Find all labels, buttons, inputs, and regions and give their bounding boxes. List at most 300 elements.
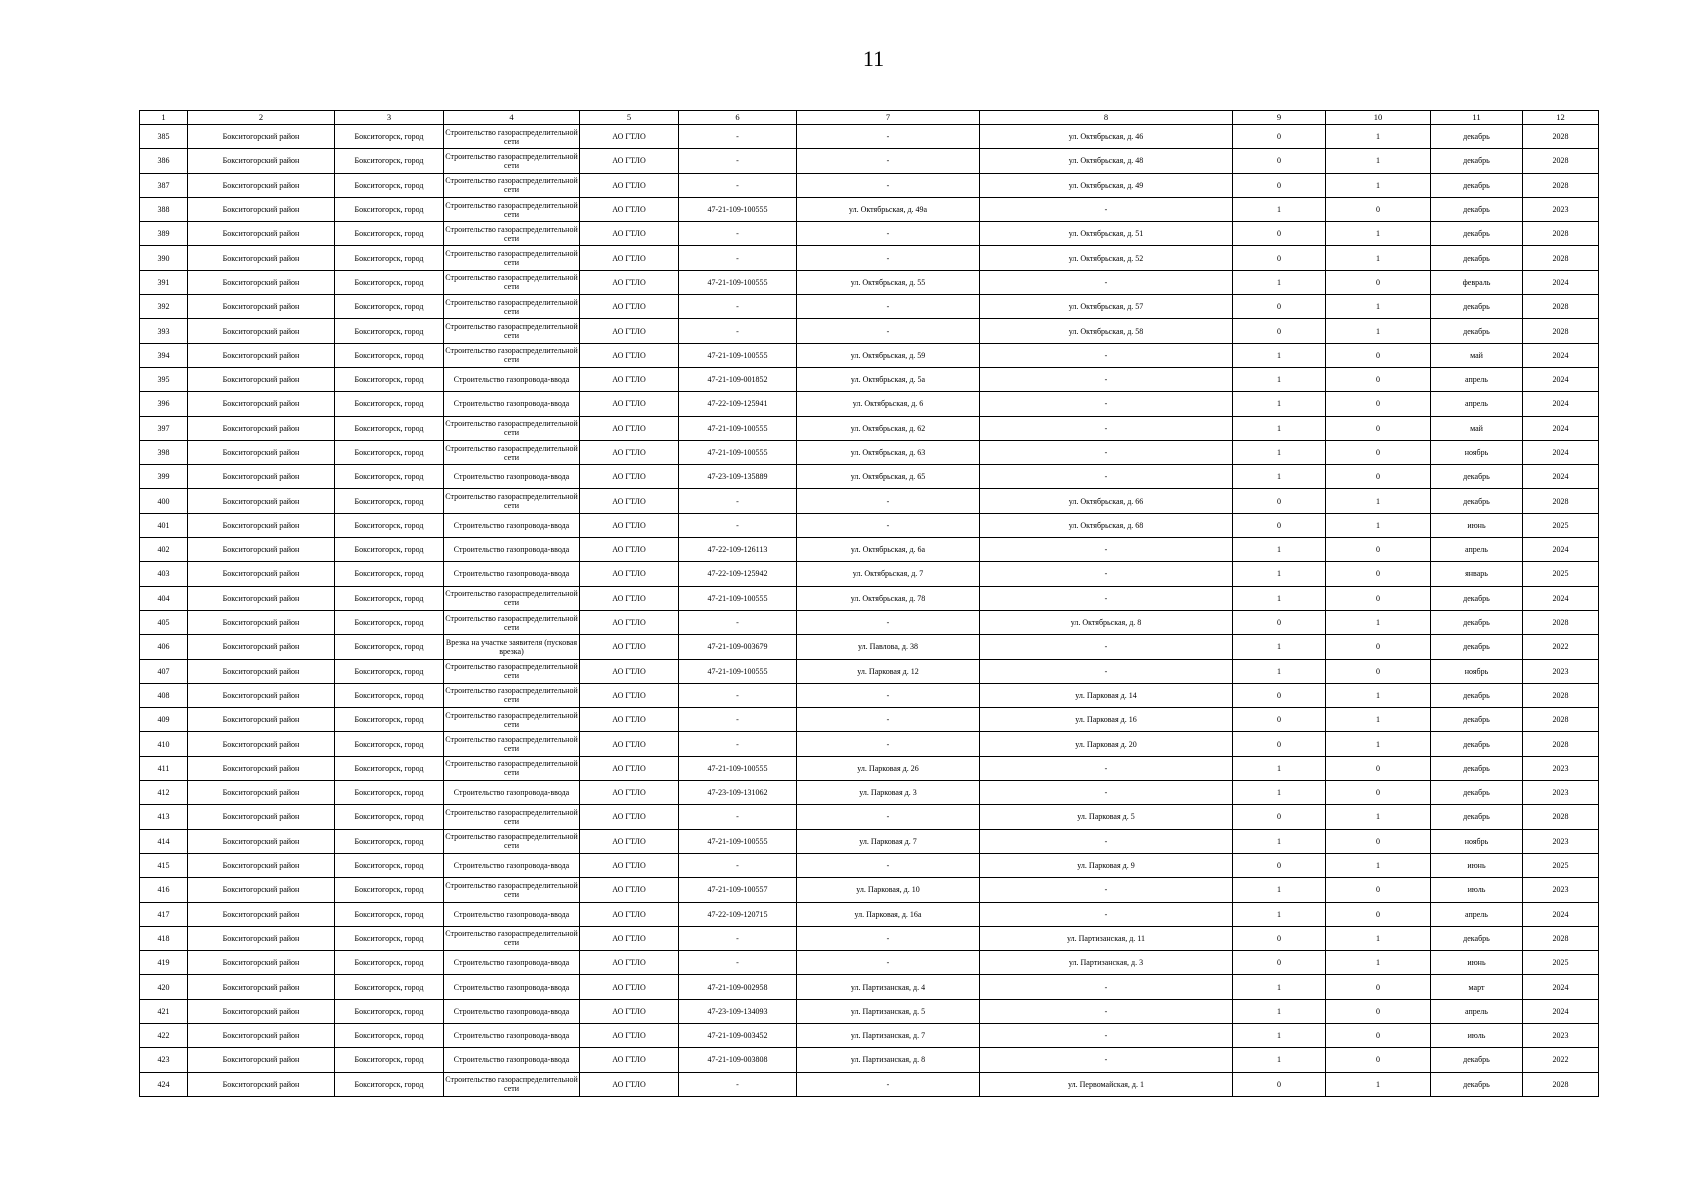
cell-value-10: 1 bbox=[1326, 683, 1431, 707]
cell-organization: АО ГТЛО bbox=[580, 902, 679, 926]
cell-work-type: Строительство газораспределительной сети bbox=[444, 197, 580, 221]
cell-object-address: - bbox=[797, 489, 980, 513]
cell-row-number: 405 bbox=[140, 610, 188, 634]
column-header-6: 6 bbox=[679, 111, 797, 125]
cell-value-10: 1 bbox=[1326, 805, 1431, 829]
cell-organization: АО ГТЛО bbox=[580, 829, 679, 853]
cell-network-address: - bbox=[980, 538, 1233, 562]
cell-network-address: ул. Октябрьская, д. 46 bbox=[980, 125, 1233, 149]
cell-value-9: 1 bbox=[1233, 1023, 1326, 1047]
cell-month: декабрь bbox=[1431, 295, 1523, 319]
cell-value-10: 1 bbox=[1326, 246, 1431, 270]
cell-district: Бокситогорский район bbox=[188, 708, 335, 732]
cell-organization: АО ГТЛО bbox=[580, 610, 679, 634]
table-row bbox=[140, 756, 1599, 780]
cell-row-number: 393 bbox=[140, 319, 188, 343]
cell-object-address: ул. Октябрьская, д. 62 bbox=[797, 416, 980, 440]
cell-year: 2028 bbox=[1523, 149, 1599, 173]
cell-object-address: ул. Октябрьская, д. 7 bbox=[797, 562, 980, 586]
cell-work-type: Строительство газораспределительной сети bbox=[444, 586, 580, 610]
cell-month: декабрь bbox=[1431, 173, 1523, 197]
cell-value-10: 0 bbox=[1326, 562, 1431, 586]
cell-object-address: - bbox=[797, 246, 980, 270]
cell-year: 2028 bbox=[1523, 319, 1599, 343]
cell-organization: АО ГТЛО bbox=[580, 416, 679, 440]
cell-cadastral-number: - bbox=[679, 805, 797, 829]
cell-row-number: 394 bbox=[140, 343, 188, 367]
cell-organization: АО ГТЛО bbox=[580, 853, 679, 877]
table-row bbox=[140, 343, 1599, 367]
cell-district: Бокситогорский район bbox=[188, 683, 335, 707]
cell-district: Бокситогорский район bbox=[188, 659, 335, 683]
cell-value-9: 1 bbox=[1233, 416, 1326, 440]
cell-month: декабрь bbox=[1431, 465, 1523, 489]
cell-value-10: 1 bbox=[1326, 926, 1431, 950]
cell-work-type: Строительство газопровода-ввода bbox=[444, 902, 580, 926]
cell-network-address: - bbox=[980, 440, 1233, 464]
cell-year: 2028 bbox=[1523, 683, 1599, 707]
cell-value-9: 1 bbox=[1233, 270, 1326, 294]
cell-district: Бокситогорский район bbox=[188, 538, 335, 562]
cell-organization: АО ГТЛО bbox=[580, 343, 679, 367]
cell-work-type: Строительство газопровода-ввода bbox=[444, 392, 580, 416]
cell-object-address: - bbox=[797, 319, 980, 343]
cell-network-address: - bbox=[980, 829, 1233, 853]
cell-district: Бокситогорский район bbox=[188, 926, 335, 950]
table-row bbox=[140, 853, 1599, 877]
cell-month: декабрь bbox=[1431, 610, 1523, 634]
cell-month: декабрь bbox=[1431, 125, 1523, 149]
column-header-4: 4 bbox=[444, 111, 580, 125]
cell-settlement: Бокситогорск, город bbox=[335, 319, 444, 343]
cell-network-address: ул. Октябрьская, д. 68 bbox=[980, 513, 1233, 537]
cell-year: 2022 bbox=[1523, 635, 1599, 659]
cell-work-type: Строительство газопровода-ввода bbox=[444, 538, 580, 562]
cell-district: Бокситогорский район bbox=[188, 781, 335, 805]
cell-year: 2025 bbox=[1523, 951, 1599, 975]
cell-year: 2028 bbox=[1523, 222, 1599, 246]
cell-month: декабрь bbox=[1431, 319, 1523, 343]
cell-month: декабрь bbox=[1431, 781, 1523, 805]
cell-work-type: Строительство газопровода-ввода bbox=[444, 999, 580, 1023]
cell-value-9: 1 bbox=[1233, 902, 1326, 926]
cell-month: декабрь bbox=[1431, 1072, 1523, 1096]
cell-organization: АО ГТЛО bbox=[580, 781, 679, 805]
cell-month: декабрь bbox=[1431, 683, 1523, 707]
cell-cadastral-number: 47-22-109-126113 bbox=[679, 538, 797, 562]
cell-object-address: ул. Павлова, д. 38 bbox=[797, 635, 980, 659]
cell-month: май bbox=[1431, 343, 1523, 367]
cell-object-address: ул. Парковая, д. 10 bbox=[797, 878, 980, 902]
cell-network-address: - bbox=[980, 878, 1233, 902]
gasification-table bbox=[139, 110, 1599, 1097]
cell-district: Бокситогорский район bbox=[188, 222, 335, 246]
cell-year: 2028 bbox=[1523, 173, 1599, 197]
cell-row-number: 407 bbox=[140, 659, 188, 683]
cell-work-type: Строительство газораспределительной сети bbox=[444, 1072, 580, 1096]
cell-year: 2025 bbox=[1523, 562, 1599, 586]
table-row bbox=[140, 732, 1599, 756]
cell-work-type: Строительство газораспределительной сети bbox=[444, 173, 580, 197]
cell-row-number: 387 bbox=[140, 173, 188, 197]
cell-district: Бокситогорский район bbox=[188, 975, 335, 999]
cell-row-number: 417 bbox=[140, 902, 188, 926]
cell-value-9: 0 bbox=[1233, 732, 1326, 756]
cell-organization: АО ГТЛО bbox=[580, 367, 679, 391]
cell-cadastral-number: 47-22-109-120715 bbox=[679, 902, 797, 926]
cell-network-address: ул. Парковая д. 14 bbox=[980, 683, 1233, 707]
cell-organization: АО ГТЛО bbox=[580, 586, 679, 610]
cell-cadastral-number: 47-21-109-100555 bbox=[679, 416, 797, 440]
column-header-7: 7 bbox=[797, 111, 980, 125]
cell-district: Бокситогорский район bbox=[188, 246, 335, 270]
cell-settlement: Бокситогорск, город bbox=[335, 1048, 444, 1072]
cell-cadastral-number: - bbox=[679, 149, 797, 173]
cell-district: Бокситогорский район bbox=[188, 829, 335, 853]
cell-value-9: 0 bbox=[1233, 173, 1326, 197]
cell-year: 2028 bbox=[1523, 926, 1599, 950]
cell-network-address: ул. Октябрьская, д. 49 bbox=[980, 173, 1233, 197]
cell-year: 2023 bbox=[1523, 756, 1599, 780]
cell-cadastral-number: 47-23-109-134093 bbox=[679, 999, 797, 1023]
cell-month: ноябрь bbox=[1431, 829, 1523, 853]
cell-cadastral-number: - bbox=[679, 951, 797, 975]
cell-organization: АО ГТЛО bbox=[580, 125, 679, 149]
cell-value-10: 0 bbox=[1326, 999, 1431, 1023]
cell-network-address: ул. Партизанская, д. 3 bbox=[980, 951, 1233, 975]
cell-value-10: 0 bbox=[1326, 343, 1431, 367]
table-row bbox=[140, 295, 1599, 319]
cell-value-9: 0 bbox=[1233, 683, 1326, 707]
table-row bbox=[140, 222, 1599, 246]
cell-value-10: 0 bbox=[1326, 659, 1431, 683]
cell-month: декабрь bbox=[1431, 586, 1523, 610]
cell-value-10: 0 bbox=[1326, 1048, 1431, 1072]
cell-district: Бокситогорский район bbox=[188, 805, 335, 829]
cell-cadastral-number: 47-22-109-125942 bbox=[679, 562, 797, 586]
cell-organization: АО ГТЛО bbox=[580, 197, 679, 221]
cell-network-address: - bbox=[980, 1023, 1233, 1047]
cell-year: 2028 bbox=[1523, 805, 1599, 829]
cell-value-10: 0 bbox=[1326, 1023, 1431, 1047]
cell-object-address: - bbox=[797, 610, 980, 634]
table-row bbox=[140, 149, 1599, 173]
cell-row-number: 400 bbox=[140, 489, 188, 513]
cell-settlement: Бокситогорск, город bbox=[335, 513, 444, 537]
cell-network-address: - bbox=[980, 343, 1233, 367]
table-row bbox=[140, 586, 1599, 610]
cell-value-9: 1 bbox=[1233, 829, 1326, 853]
cell-month: декабрь bbox=[1431, 246, 1523, 270]
cell-month: декабрь bbox=[1431, 222, 1523, 246]
cell-value-9: 1 bbox=[1233, 197, 1326, 221]
cell-year: 2024 bbox=[1523, 270, 1599, 294]
cell-settlement: Бокситогорск, город bbox=[335, 610, 444, 634]
cell-value-10: 1 bbox=[1326, 295, 1431, 319]
cell-row-number: 396 bbox=[140, 392, 188, 416]
cell-value-9: 1 bbox=[1233, 367, 1326, 391]
cell-value-9: 0 bbox=[1233, 610, 1326, 634]
cell-settlement: Бокситогорск, город bbox=[335, 246, 444, 270]
cell-cadastral-number: - bbox=[679, 173, 797, 197]
cell-month: декабрь bbox=[1431, 1048, 1523, 1072]
cell-work-type: Строительство газопровода-ввода bbox=[444, 465, 580, 489]
cell-work-type: Строительство газораспределительной сети bbox=[444, 295, 580, 319]
table-row bbox=[140, 635, 1599, 659]
table-row bbox=[140, 951, 1599, 975]
column-header-10: 10 bbox=[1326, 111, 1431, 125]
cell-work-type: Строительство газораспределительной сети bbox=[444, 489, 580, 513]
cell-settlement: Бокситогорск, город bbox=[335, 416, 444, 440]
cell-cadastral-number: - bbox=[679, 222, 797, 246]
cell-cadastral-number: 47-23-109-131062 bbox=[679, 781, 797, 805]
cell-value-9: 1 bbox=[1233, 343, 1326, 367]
cell-settlement: Бокситогорск, город bbox=[335, 683, 444, 707]
cell-work-type: Строительство газораспределительной сети bbox=[444, 732, 580, 756]
cell-settlement: Бокситогорск, город bbox=[335, 562, 444, 586]
cell-value-10: 0 bbox=[1326, 635, 1431, 659]
cell-settlement: Бокситогорск, город bbox=[335, 902, 444, 926]
cell-value-10: 0 bbox=[1326, 902, 1431, 926]
cell-network-address: - bbox=[980, 392, 1233, 416]
cell-work-type: Строительство газопровода-ввода bbox=[444, 562, 580, 586]
cell-value-10: 0 bbox=[1326, 756, 1431, 780]
table-row bbox=[140, 513, 1599, 537]
cell-value-10: 0 bbox=[1326, 416, 1431, 440]
cell-row-number: 411 bbox=[140, 756, 188, 780]
cell-organization: АО ГТЛО bbox=[580, 1023, 679, 1047]
table-row bbox=[140, 805, 1599, 829]
cell-value-9: 0 bbox=[1233, 125, 1326, 149]
page-number: 11 bbox=[862, 46, 885, 71]
cell-settlement: Бокситогорск, город bbox=[335, 829, 444, 853]
cell-object-address: ул. Партизанская, д. 5 bbox=[797, 999, 980, 1023]
cell-work-type: Строительство газопровода-ввода bbox=[444, 1048, 580, 1072]
cell-district: Бокситогорский район bbox=[188, 125, 335, 149]
cell-value-9: 0 bbox=[1233, 319, 1326, 343]
cell-organization: АО ГТЛО bbox=[580, 1072, 679, 1096]
cell-district: Бокситогорский район bbox=[188, 440, 335, 464]
cell-value-10: 1 bbox=[1326, 1072, 1431, 1096]
cell-organization: АО ГТЛО bbox=[580, 1048, 679, 1072]
cell-work-type: Строительство газораспределительной сети bbox=[444, 319, 580, 343]
cell-year: 2028 bbox=[1523, 708, 1599, 732]
cell-district: Бокситогорский район bbox=[188, 343, 335, 367]
cell-organization: АО ГТЛО bbox=[580, 295, 679, 319]
cell-cadastral-number: 47-21-109-002958 bbox=[679, 975, 797, 999]
cell-work-type: Строительство газораспределительной сети bbox=[444, 878, 580, 902]
cell-district: Бокситогорский район bbox=[188, 465, 335, 489]
cell-value-10: 0 bbox=[1326, 538, 1431, 562]
cell-cadastral-number: - bbox=[679, 489, 797, 513]
cell-settlement: Бокситогорск, город bbox=[335, 465, 444, 489]
cell-work-type: Строительство газораспределительной сети bbox=[444, 440, 580, 464]
cell-value-10: 0 bbox=[1326, 367, 1431, 391]
cell-object-address: ул. Парковая д. 3 bbox=[797, 781, 980, 805]
cell-month: декабрь bbox=[1431, 708, 1523, 732]
cell-value-9: 0 bbox=[1233, 222, 1326, 246]
cell-year: 2028 bbox=[1523, 489, 1599, 513]
cell-network-address: - bbox=[980, 756, 1233, 780]
cell-year: 2023 bbox=[1523, 781, 1599, 805]
cell-network-address: - bbox=[980, 465, 1233, 489]
cell-settlement: Бокситогорск, город bbox=[335, 781, 444, 805]
cell-organization: АО ГТЛО bbox=[580, 222, 679, 246]
cell-value-9: 1 bbox=[1233, 635, 1326, 659]
table-row bbox=[140, 125, 1599, 149]
cell-network-address: - bbox=[980, 416, 1233, 440]
cell-cadastral-number: - bbox=[679, 926, 797, 950]
cell-month: декабрь bbox=[1431, 149, 1523, 173]
cell-object-address: - bbox=[797, 1072, 980, 1096]
cell-value-9: 0 bbox=[1233, 513, 1326, 537]
cell-row-number: 418 bbox=[140, 926, 188, 950]
table-row bbox=[140, 319, 1599, 343]
table-row bbox=[140, 902, 1599, 926]
table-row bbox=[140, 975, 1599, 999]
cell-settlement: Бокситогорск, город bbox=[335, 853, 444, 877]
cell-year: 2024 bbox=[1523, 343, 1599, 367]
cell-month: февраль bbox=[1431, 270, 1523, 294]
cell-year: 2028 bbox=[1523, 246, 1599, 270]
cell-settlement: Бокситогорск, город bbox=[335, 975, 444, 999]
cell-settlement: Бокситогорск, город bbox=[335, 708, 444, 732]
cell-cadastral-number: 47-21-109-003679 bbox=[679, 635, 797, 659]
cell-cadastral-number: 47-21-109-100555 bbox=[679, 829, 797, 853]
cell-object-address: - bbox=[797, 732, 980, 756]
cell-year: 2024 bbox=[1523, 538, 1599, 562]
cell-district: Бокситогорский район bbox=[188, 586, 335, 610]
cell-object-address: ул. Октябрьская, д. 65 bbox=[797, 465, 980, 489]
cell-organization: АО ГТЛО bbox=[580, 951, 679, 975]
cell-network-address: ул. Октябрьская, д. 58 bbox=[980, 319, 1233, 343]
cell-row-number: 421 bbox=[140, 999, 188, 1023]
cell-district: Бокситогорский район bbox=[188, 173, 335, 197]
cell-row-number: 395 bbox=[140, 367, 188, 391]
cell-value-10: 1 bbox=[1326, 489, 1431, 513]
cell-district: Бокситогорский район bbox=[188, 1023, 335, 1047]
cell-row-number: 410 bbox=[140, 732, 188, 756]
cell-value-9: 1 bbox=[1233, 586, 1326, 610]
cell-value-9: 1 bbox=[1233, 756, 1326, 780]
cell-district: Бокситогорский район bbox=[188, 1072, 335, 1096]
cell-settlement: Бокситогорск, город bbox=[335, 125, 444, 149]
header-row bbox=[140, 111, 1599, 125]
cell-month: июль bbox=[1431, 1023, 1523, 1047]
cell-cadastral-number: 47-21-109-003452 bbox=[679, 1023, 797, 1047]
table-row bbox=[140, 683, 1599, 707]
cell-value-9: 1 bbox=[1233, 878, 1326, 902]
cell-network-address: - bbox=[980, 586, 1233, 610]
cell-month: ноябрь bbox=[1431, 440, 1523, 464]
cell-organization: АО ГТЛО bbox=[580, 926, 679, 950]
cell-value-10: 1 bbox=[1326, 222, 1431, 246]
cell-district: Бокситогорский район bbox=[188, 853, 335, 877]
cell-network-address: ул. Октябрьская, д. 66 bbox=[980, 489, 1233, 513]
cell-settlement: Бокситогорск, город bbox=[335, 440, 444, 464]
cell-object-address: - bbox=[797, 149, 980, 173]
cell-year: 2024 bbox=[1523, 465, 1599, 489]
cell-organization: АО ГТЛО bbox=[580, 270, 679, 294]
cell-year: 2025 bbox=[1523, 513, 1599, 537]
cell-object-address: ул. Партизанская, д. 7 bbox=[797, 1023, 980, 1047]
table-row bbox=[140, 489, 1599, 513]
cell-row-number: 389 bbox=[140, 222, 188, 246]
cell-value-10: 1 bbox=[1326, 853, 1431, 877]
cell-work-type: Строительство газораспределительной сети bbox=[444, 343, 580, 367]
column-header-12: 12 bbox=[1523, 111, 1599, 125]
cell-organization: АО ГТЛО bbox=[580, 465, 679, 489]
cell-year: 2023 bbox=[1523, 878, 1599, 902]
cell-district: Бокситогорский район bbox=[188, 756, 335, 780]
cell-district: Бокситогорский район bbox=[188, 878, 335, 902]
cell-network-address: ул. Парковая д. 9 bbox=[980, 853, 1233, 877]
cell-value-9: 1 bbox=[1233, 1048, 1326, 1072]
table-row bbox=[140, 562, 1599, 586]
cell-month: декабрь bbox=[1431, 805, 1523, 829]
cell-month: декабрь bbox=[1431, 197, 1523, 221]
cell-value-10: 0 bbox=[1326, 197, 1431, 221]
cell-object-address: ул. Октябрьская, д. 49а bbox=[797, 197, 980, 221]
cell-work-type: Строительство газораспределительной сети bbox=[444, 805, 580, 829]
table-row bbox=[140, 829, 1599, 853]
cell-year: 2023 bbox=[1523, 1023, 1599, 1047]
cell-district: Бокситогорский район bbox=[188, 197, 335, 221]
cell-cadastral-number: - bbox=[679, 610, 797, 634]
cell-month: март bbox=[1431, 975, 1523, 999]
cell-cadastral-number: - bbox=[679, 1072, 797, 1096]
cell-settlement: Бокситогорск, город bbox=[335, 659, 444, 683]
cell-value-10: 0 bbox=[1326, 975, 1431, 999]
cell-settlement: Бокситогорск, город bbox=[335, 926, 444, 950]
cell-network-address: - bbox=[980, 902, 1233, 926]
cell-network-address: - bbox=[980, 270, 1233, 294]
cell-object-address: - bbox=[797, 222, 980, 246]
cell-object-address: ул. Парковая, д. 16а bbox=[797, 902, 980, 926]
cell-row-number: 422 bbox=[140, 1023, 188, 1047]
table-row bbox=[140, 1048, 1599, 1072]
cell-network-address: - bbox=[980, 197, 1233, 221]
cell-cadastral-number: - bbox=[679, 295, 797, 319]
cell-value-10: 0 bbox=[1326, 392, 1431, 416]
cell-organization: АО ГТЛО bbox=[580, 392, 679, 416]
table-row bbox=[140, 708, 1599, 732]
cell-settlement: Бокситогорск, город bbox=[335, 489, 444, 513]
cell-row-number: 423 bbox=[140, 1048, 188, 1072]
cell-network-address: ул. Парковая д. 20 bbox=[980, 732, 1233, 756]
cell-row-number: 406 bbox=[140, 635, 188, 659]
cell-network-address: - bbox=[980, 999, 1233, 1023]
cell-work-type: Строительство газораспределительной сети bbox=[444, 683, 580, 707]
table-row bbox=[140, 610, 1599, 634]
cell-object-address: - bbox=[797, 683, 980, 707]
table-row bbox=[140, 246, 1599, 270]
cell-organization: АО ГТЛО bbox=[580, 538, 679, 562]
cell-district: Бокситогорский район bbox=[188, 295, 335, 319]
cell-year: 2028 bbox=[1523, 125, 1599, 149]
cell-network-address: - bbox=[980, 1048, 1233, 1072]
cell-row-number: 403 bbox=[140, 562, 188, 586]
cell-organization: АО ГТЛО bbox=[580, 489, 679, 513]
cell-cadastral-number: 47-21-109-003808 bbox=[679, 1048, 797, 1072]
cell-object-address: ул. Октябрьская, д. 6 bbox=[797, 392, 980, 416]
cell-cadastral-number: 47-21-109-100555 bbox=[679, 197, 797, 221]
cell-cadastral-number: 47-21-109-100557 bbox=[679, 878, 797, 902]
cell-value-10: 1 bbox=[1326, 732, 1431, 756]
cell-value-10: 0 bbox=[1326, 270, 1431, 294]
cell-year: 2024 bbox=[1523, 975, 1599, 999]
cell-object-address: ул. Октябрьская, д. 63 bbox=[797, 440, 980, 464]
